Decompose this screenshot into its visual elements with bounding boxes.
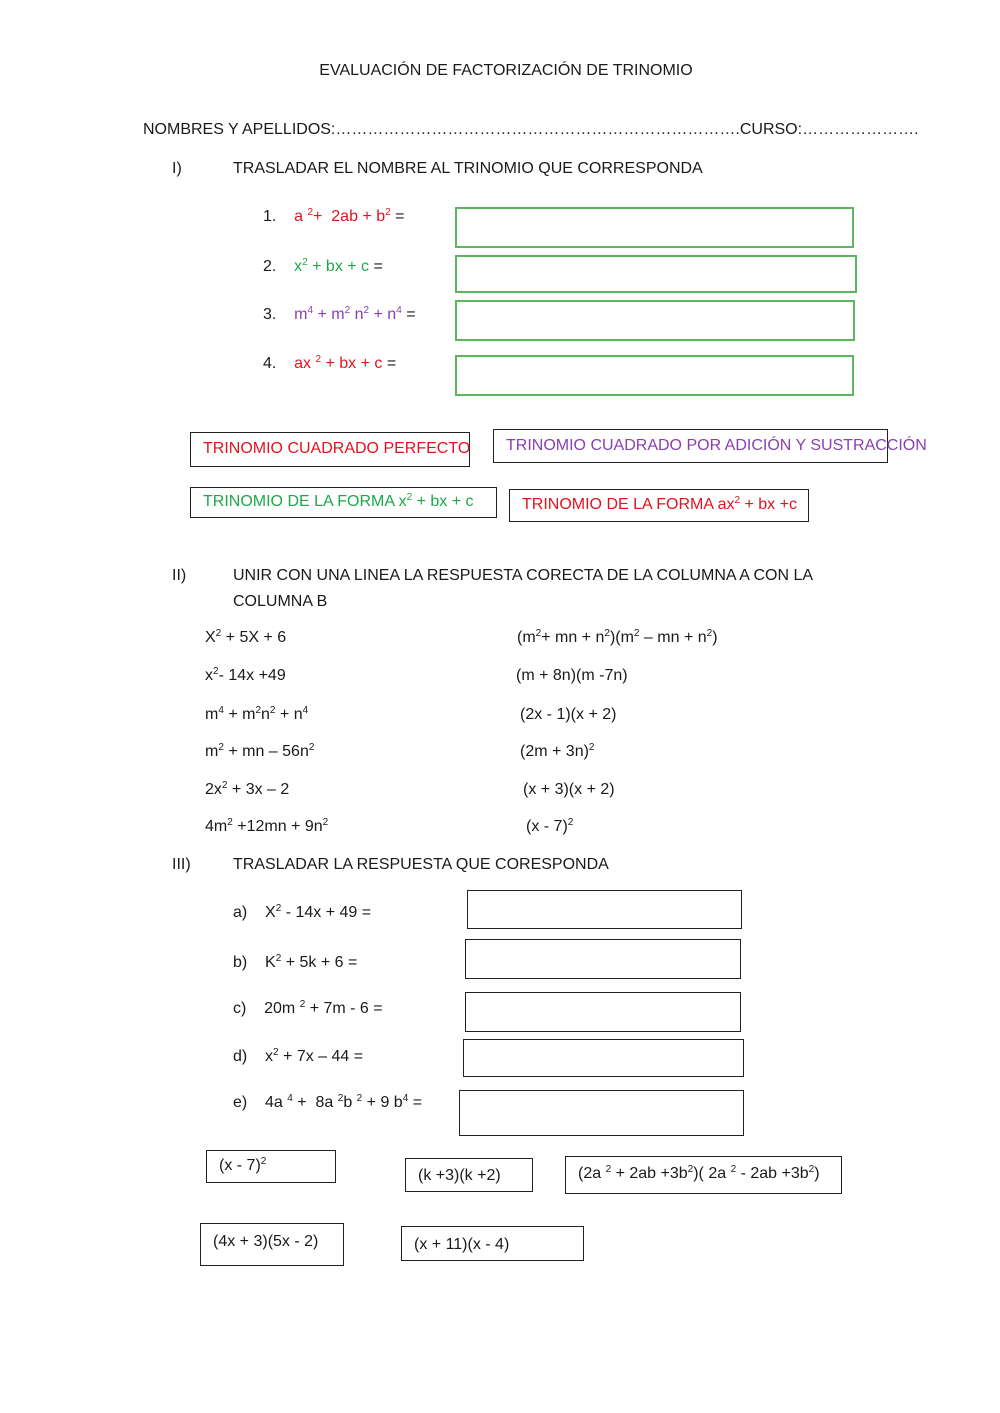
column-b-item-2[interactable]: (m + 8n)(m -7n) — [516, 667, 628, 684]
section-3-numeral: III) — [172, 856, 191, 873]
answer-label-4x3-5x2[interactable]: (4x + 3)(5x - 2) — [200, 1223, 344, 1266]
label-perfect-square[interactable]: TRINOMIO CUADRADO PERFECTO — [190, 432, 470, 467]
trinomial-expression: $m^4 + m^2$ $n^2 + n^4$ — [294, 305, 402, 323]
label-addition-subtraction[interactable]: TRINOMIO CUADRADO POR ADICIÓN Y SUSTRACCIÓN — [493, 429, 888, 463]
answer-box-b[interactable] — [465, 939, 741, 979]
section-1-numeral: I) — [172, 160, 182, 177]
label-form-x[interactable]: TRINOMIO DE LA FORMA $x^2$ + bx + c — [190, 487, 497, 518]
answer-label-x-minus-7-squared[interactable]: (x - 7)$^2$ — [206, 1150, 336, 1183]
course-field[interactable]: …………………. — [802, 121, 919, 138]
label-form-ax[interactable]: TRINOMIO DE LA FORMA $ax^2$ + bx +c — [509, 489, 809, 522]
exercise-c: c) 20m $^2$ + 7m - 6 = — [233, 999, 383, 1017]
trinomial-item-1 — [263, 208, 404, 226]
trinomial-expression: a $^2+ 2ab + b^2$ — [294, 207, 391, 225]
exercise-b: b) $K^2 + 5k + 6$ = — [233, 953, 358, 971]
names-label: NOMBRES Y APELLIDOS: — [143, 121, 336, 138]
column-b-item-4[interactable]: $(2m + 3n)^2$ — [520, 742, 595, 760]
column-a-item-3[interactable]: $m^4 + m^2n^2 + n^4$ — [205, 705, 309, 723]
answer-box-4[interactable] — [455, 355, 854, 396]
names-field[interactable]: …………………………………………………………………. — [335, 121, 740, 138]
column-a-item-5[interactable]: $2x^2 + 3x - 2$ — [205, 780, 290, 798]
section-2-instruction-line-1: UNIR CON UNA LINEA LA RESPUESTA CORECTA DE LA COLUMNA A CON LA — [233, 567, 814, 584]
equals-sign: = — [373, 258, 383, 275]
exercise-a: a) $X^2 - 14x + 49$ = — [233, 903, 372, 921]
section-1-instruction: TRASLADAR EL NOMBRE AL TRINOMIO QUE CORRESPONDA — [233, 160, 703, 177]
answer-box-d[interactable] — [463, 1039, 744, 1077]
item-number: 1. — [263, 208, 277, 225]
trinomial-item-4 — [263, 355, 396, 373]
exercise-letter: b) — [233, 954, 248, 971]
column-b-item-5[interactable]: (x + 3)(x + 2) — [523, 781, 615, 798]
answer-label-k3-k2[interactable]: (k +3)(k +2) — [405, 1158, 533, 1192]
course-label: CURSO: — [739, 121, 803, 138]
exercise-letter: e) — [233, 1094, 248, 1111]
trinomial-item-2 — [263, 258, 383, 276]
exercise-letter: a) — [233, 904, 248, 921]
trinomial-expression: ax $^2$ + bx + c — [294, 354, 383, 372]
item-number: 3. — [263, 306, 277, 323]
column-a-item-1[interactable]: $X^2 + 5X + 6$ — [205, 628, 287, 646]
exercise-e: e) 4a $^4$ + 8a $^2$b $^2$ + 9 $b^4$ = — [233, 1093, 423, 1111]
header-line — [143, 121, 919, 139]
equals-sign: = — [395, 208, 405, 225]
answer-box-c[interactable] — [465, 992, 741, 1032]
answer-box-1[interactable] — [455, 207, 854, 248]
section-3-instruction: TRASLADAR LA RESPUESTA QUE CORESPONDA — [233, 856, 609, 873]
column-b-item-1[interactable]: ($m^2+$ mn + $n^2)(m^2$ – mn + $n^2$) — [517, 628, 718, 646]
answer-box-a[interactable] — [467, 890, 742, 929]
answer-label-x11-x4[interactable]: (x + 11)(x - 4) — [401, 1226, 584, 1261]
exercise-d: d) $x^2 + 7x - 44$ = — [233, 1047, 364, 1065]
exercise-letter: d) — [233, 1048, 248, 1065]
column-a-item-4[interactable]: $m^2$ + mn – $56n^2$ — [205, 742, 315, 760]
item-number: 2. — [263, 258, 277, 275]
column-a-item-2[interactable]: $x^2-$ 14x +49 — [205, 666, 286, 684]
page-title: EVALUACIÓN DE FACTORIZACIÓN DE TRINOMIO — [319, 62, 693, 79]
exercise-letter: c) — [233, 1000, 247, 1017]
column-b-item-3[interactable]: (2x - 1)(x + 2) — [520, 706, 617, 723]
column-b-item-6[interactable]: (x - 7)$^2$ — [526, 817, 574, 835]
equals-sign: = — [386, 355, 397, 372]
column-a-item-6[interactable]: $4m^2 +12mn + 9n^2$ — [205, 817, 329, 835]
section-2-instruction-line-2: COLUMNA B — [233, 593, 328, 610]
section-2-numeral: II) — [172, 567, 187, 584]
trinomial-expression: $x^2$ + bx + c — [294, 257, 370, 275]
answer-label-2a2-product[interactable]: (2a $^2 + 2ab +3b^2$)( 2a $^2 - 2ab +3b^2$) — [565, 1156, 842, 1194]
answer-box-e[interactable] — [459, 1090, 744, 1136]
answer-box-3[interactable] — [455, 300, 855, 341]
trinomial-item-3 — [263, 306, 416, 324]
answer-box-2[interactable] — [455, 255, 857, 293]
item-number: 4. — [263, 355, 277, 372]
equals-sign: = — [406, 306, 416, 323]
